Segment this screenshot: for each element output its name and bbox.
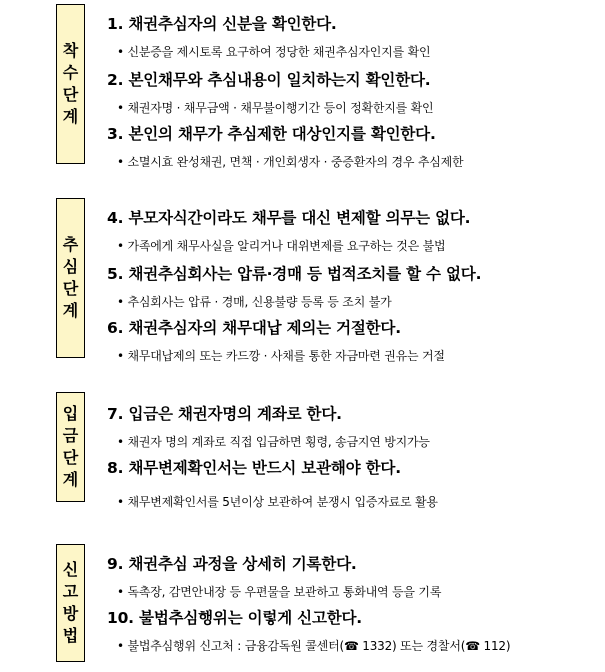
rule-item xyxy=(107,206,602,254)
stage-label-char: 방 xyxy=(62,604,79,623)
rule-title: 4. 부모자식간이라도 채무를 대신 변제할 의무는 없다. xyxy=(107,209,471,227)
stage-label-char: 고 xyxy=(62,582,79,601)
rule-item xyxy=(107,262,602,310)
stage-label-char: 법 xyxy=(62,626,79,645)
rule-title: 1. 채권추심자의 신분을 확인한다. xyxy=(107,15,337,33)
rule-item xyxy=(107,456,602,510)
rule-bullet: • 불법추심행위 신고처 : 금융감독원 콜센터(☎ 1332) 또는 경찰서(☎ 112) xyxy=(117,639,511,653)
rule-item xyxy=(107,606,602,654)
stage-label-char: 단 xyxy=(62,279,79,298)
rule-title: 6. 채권추심자의 채무대납 제의는 거절한다. xyxy=(107,319,401,337)
rule-title: 5. 채권추심회사는 압류·경매 등 법적조치를 할 수 없다. xyxy=(107,265,482,283)
rule-title: 2. 본인채무와 추심내용이 일치하는지 확인한다. xyxy=(107,71,431,89)
stage-section-4 xyxy=(56,544,605,662)
stage-section-3 xyxy=(56,392,605,509)
rule-item xyxy=(107,122,602,170)
stage-label-char: 단 xyxy=(62,85,79,104)
stage-label-char: 신 xyxy=(62,560,79,579)
rule-bullet: • 채무대납제의 또는 카드깡 · 사채를 통한 자금마련 권유는 거절 xyxy=(117,349,445,363)
rule-bullet: • 가족에게 채무사실을 알리거나 대위변제를 요구하는 것은 불법 xyxy=(117,239,446,253)
stage-label-char: 입 xyxy=(62,404,79,423)
rule-bullet: • 채무변제확인서를 5년이상 보관하여 분쟁시 입증자료로 활용 xyxy=(117,495,438,509)
rule-title: 8. 채무변제확인서는 반드시 보관해야 한다. xyxy=(107,459,401,477)
stage-section-1 xyxy=(56,4,605,169)
stage-label xyxy=(57,4,85,164)
stage-label xyxy=(57,198,85,358)
rule-bullet: • 신분증을 제시토록 요구하여 정당한 채권추심자인지를 확인 xyxy=(117,45,431,59)
rule-item xyxy=(107,12,602,60)
rule-bullet: • 추심회사는 압류 · 경매, 신용불량 등록 등 조치 불가 xyxy=(117,295,392,309)
stage-label-char: 계 xyxy=(62,470,79,489)
rule-item xyxy=(107,552,602,600)
rule-title: 7. 입금은 채권자명의 계좌로 한다. xyxy=(107,405,342,423)
rule-title: 9. 채권추심 과정을 상세히 기록한다. xyxy=(107,555,357,573)
stage-label-char: 금 xyxy=(62,426,79,445)
stage-label xyxy=(57,392,85,502)
rule-bullet: • 채권자 명의 계좌로 직접 입금하면 횡령, 송금지연 방지가능 xyxy=(117,435,430,449)
stage-label-char: 계 xyxy=(62,301,79,320)
stage-label xyxy=(57,544,85,662)
stage-label-char: 착 xyxy=(62,41,79,60)
rule-bullet: • 채권자명 · 채무금액 · 채무불이행기간 등이 정확한지를 확인 xyxy=(117,101,434,115)
rule-title: 3. 본인의 채무가 추심제한 대상인지를 확인한다. xyxy=(107,125,436,143)
rule-item xyxy=(107,316,602,364)
rule-item xyxy=(107,68,602,116)
rule-bullet: • 소멸시효 완성채권, 면책 · 개인회생자 · 중증환자의 경우 추심제한 xyxy=(117,155,464,169)
stage-label-char: 심 xyxy=(62,257,79,276)
stage-section-2 xyxy=(56,198,605,363)
stage-label-char: 단 xyxy=(62,448,79,467)
rule-title: 10. 불법추심행위는 이렇게 신고한다. xyxy=(107,609,362,627)
stage-label-char: 추 xyxy=(62,235,79,254)
rule-item xyxy=(107,402,602,450)
rule-bullet: • 독촉장, 감면안내장 등 우편물을 보관하고 통화내역 등을 기록 xyxy=(117,585,442,599)
stage-label-char: 계 xyxy=(62,107,79,126)
stage-label-char: 수 xyxy=(62,63,79,82)
